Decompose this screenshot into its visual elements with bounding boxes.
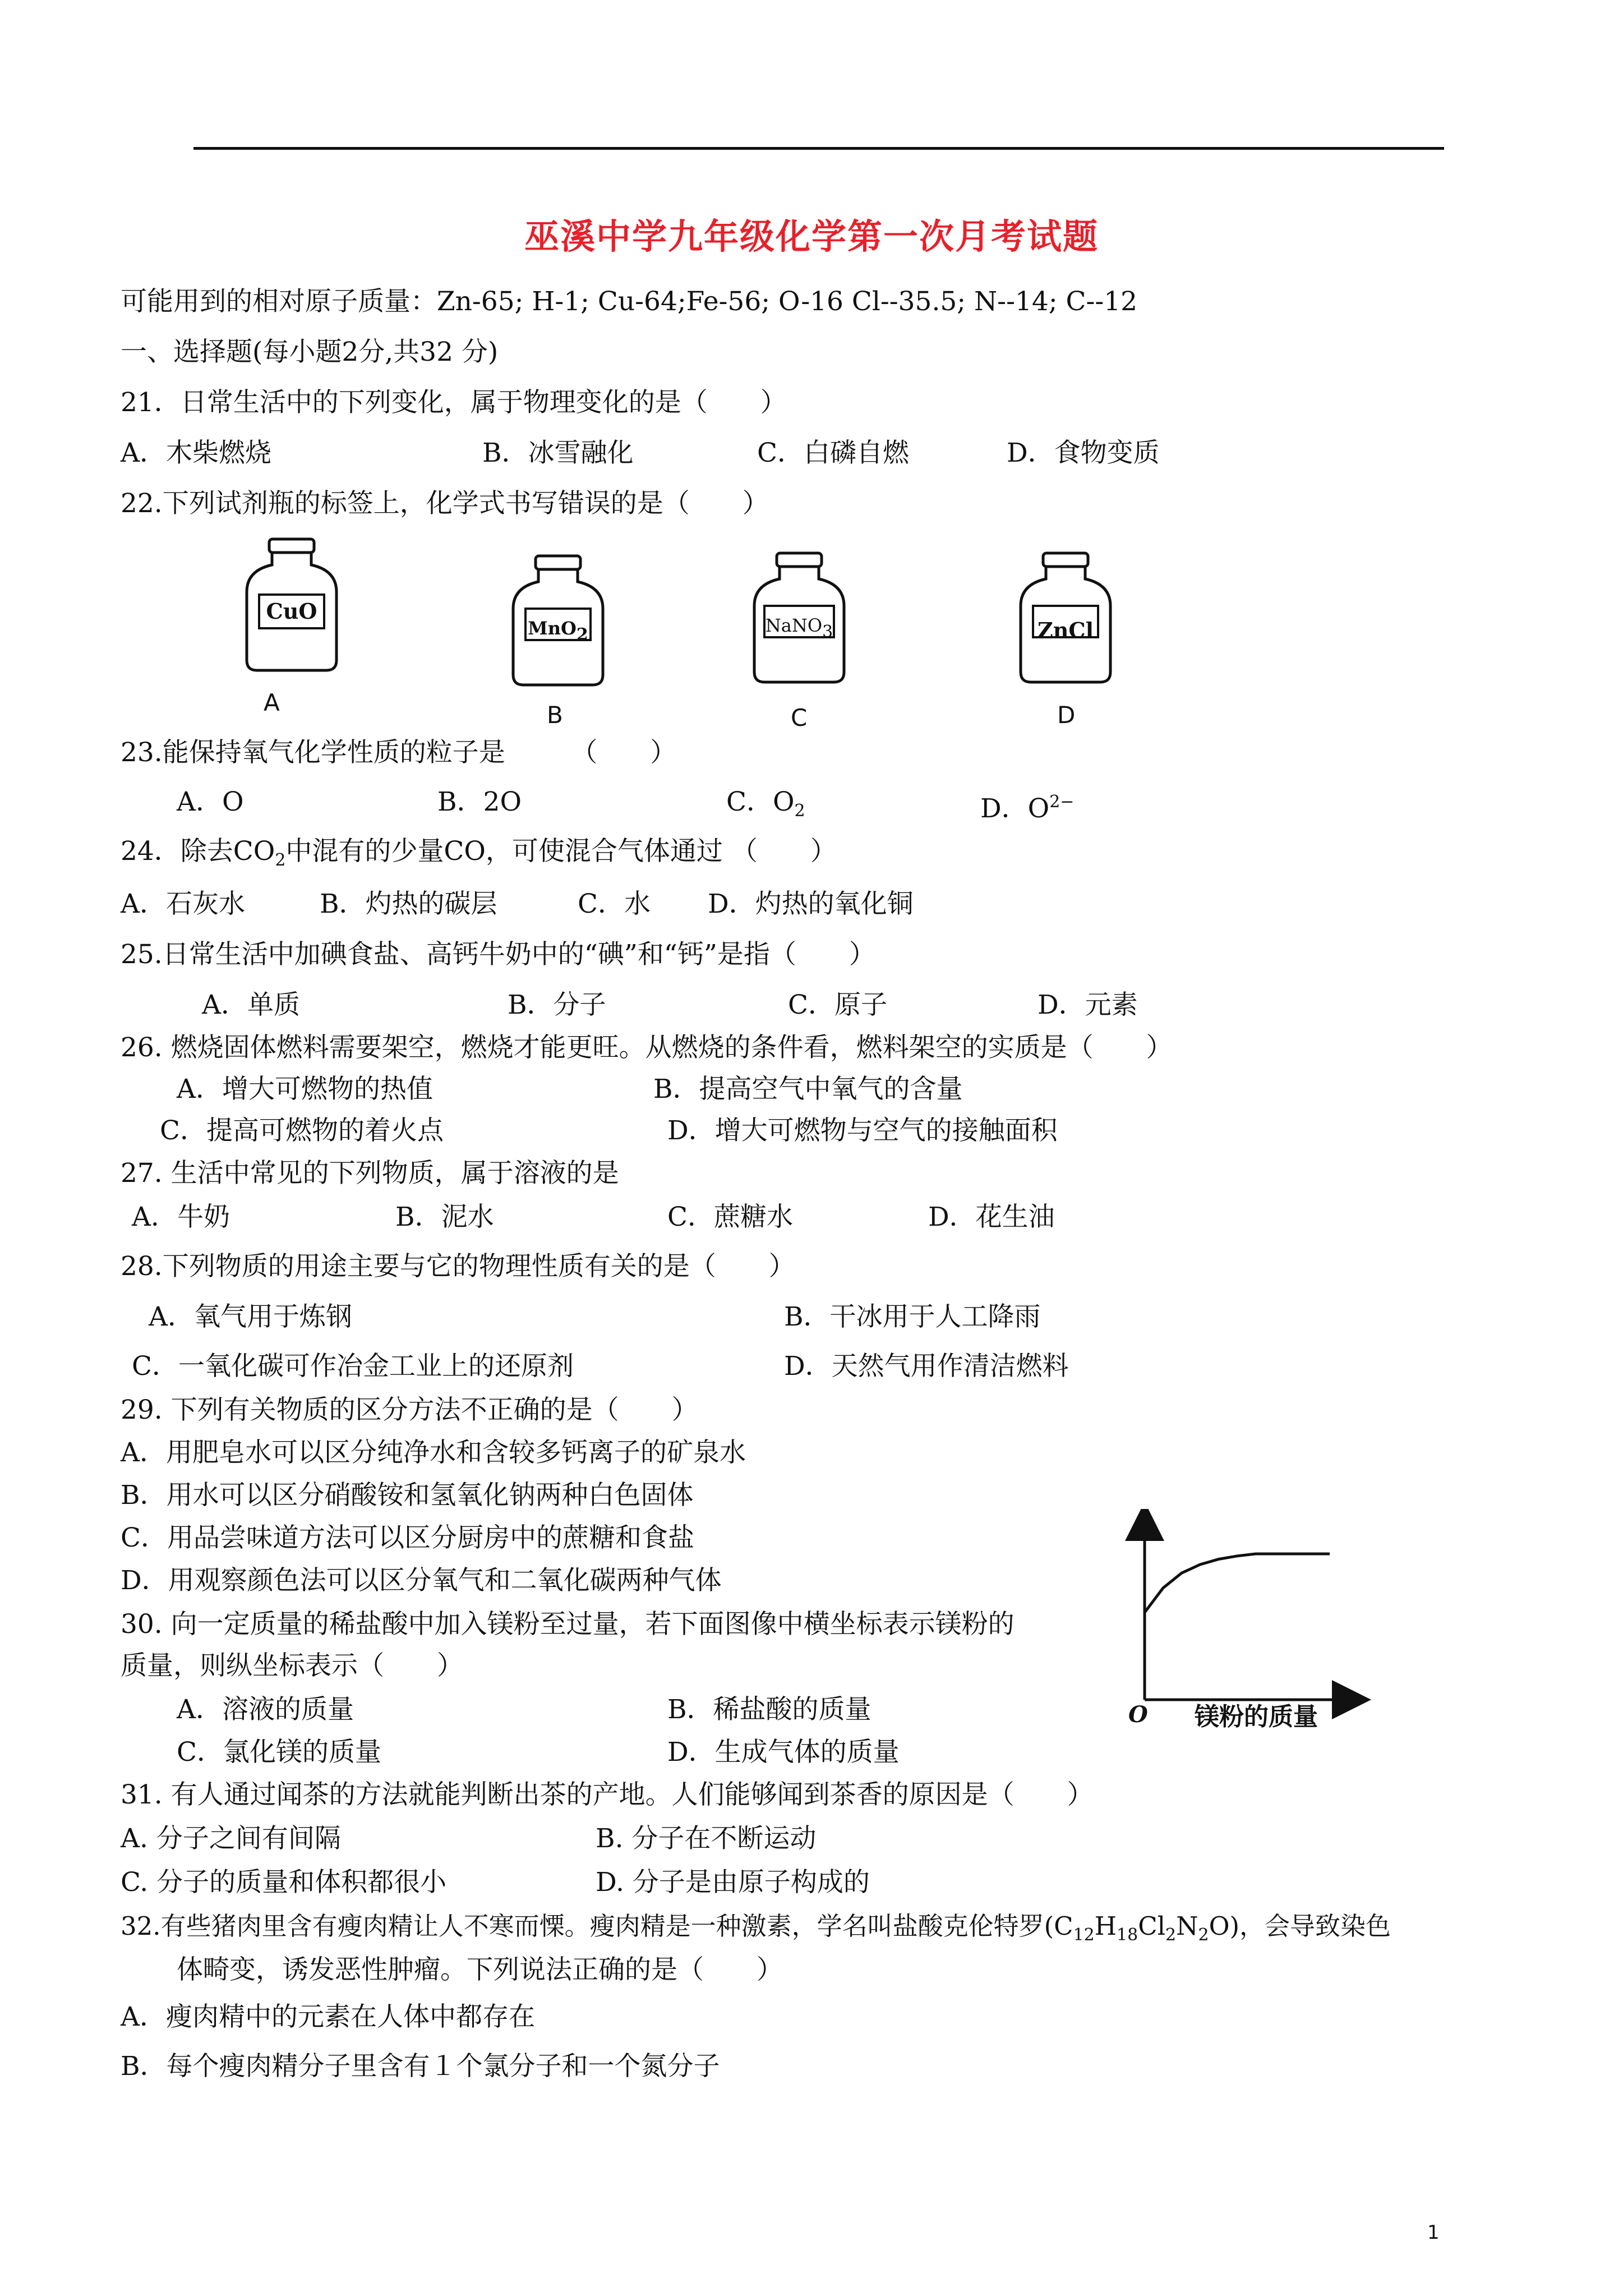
q28-option-a: A．氧气用于炼钢 [149, 1301, 352, 1332]
bottle-c-label [764, 609, 834, 649]
q21-stem: 21．日常生活中的下列变化，属于物理变化的是（ ） [121, 387, 787, 418]
q28-option-c: C．一氧化碳可作冶金工业上的还原剂 [132, 1351, 574, 1382]
data-series-line [1145, 1554, 1330, 1613]
q30-line-chart [1116, 1509, 1374, 1750]
q29-option-a: A．用肥皂水可以区分纯净水和含较多钙离子的矿泉水 [121, 1437, 746, 1468]
q24-option-d: D．灼热的氧化铜 [708, 889, 914, 919]
q32-option-b: B．每个瘦肉精分子里含有１个氯分子和一个氮分子 [121, 2051, 720, 2082]
q27-option-a: A．牛奶 [132, 1202, 230, 1232]
q30-option-b: B．稀盐酸的质量 [667, 1694, 872, 1725]
q24-option-c: C．水 [578, 889, 651, 919]
bottle-a-letter: A [264, 689, 280, 716]
q21-option-b: B．冰雪融化 [482, 438, 634, 468]
bottle-b-formula: MnO [528, 618, 577, 639]
q25-option-a: A．单质 [202, 990, 300, 1020]
q31-stem: 31. 有人通过闻茶的方法就能判断出茶的产地。人们能够闻到茶香的原因是（ ） [121, 1779, 1094, 1810]
q25-option-d: D．元素 [1038, 990, 1138, 1020]
q23-option-d-superscript: 2− [1049, 792, 1075, 812]
q32-sub-cl: 2 [1165, 1925, 1177, 1945]
q23-option-d-text: D．O [980, 793, 1050, 824]
page-title: 巫溪中学九年级化学第一次月考试题 [524, 216, 1099, 257]
q25-option-c: C．原子 [788, 990, 887, 1020]
q23-option-c [726, 785, 805, 828]
header-rule [193, 147, 1444, 150]
q30-stem-line1: 30. 向一定质量的稀盐酸中加入镁粉至过量，若下面图像中横坐标表示镁粉的 [121, 1609, 1015, 1640]
q26-option-a: A．增大可燃物的热值 [177, 1074, 433, 1105]
q29-option-d: D．用观察颜色法可以区分氧气和二氧化碳两种气体 [121, 1565, 722, 1596]
q23-option-c-text: C．O [726, 786, 795, 817]
q32-stem-line2: 体畸变，诱发恶性肿瘤。下列说法正确的是（ ） [177, 1954, 783, 1985]
q29-stem: 29. 下列有关物质的区分方法不正确的是（ ） [121, 1395, 698, 1425]
q30-stem-line2: 质量，则纵坐标表示（ ） [121, 1650, 463, 1681]
q27-stem: 27. 生活中常见的下列物质，属于溶液的是 [121, 1158, 619, 1189]
q28-stem: 28.下列物质的用途主要与它的物理性质有关的是（ ） [121, 1251, 795, 1282]
q24-stem-post: 中混有的少量CO，可使混合气体通过 （ ） [285, 836, 837, 867]
q31-option-b: B. 分子在不断运动 [596, 1823, 817, 1854]
section-heading: 一、选择题(每小题2分,共32 分) [121, 337, 499, 367]
bottle-c-formula: NaNO [765, 615, 823, 636]
q24-stem [121, 835, 837, 877]
q23-option-b: B．2O [437, 786, 522, 817]
bottle-b-label [525, 611, 591, 652]
bottle-b-subscript: 2 [576, 625, 588, 645]
q29-option-b: B．用水可以区分硝酸铵和氢氧化钠两种白色固体 [121, 1480, 694, 1511]
q26-option-b: B．提高空气中氧气的含量 [653, 1074, 963, 1105]
q27-option-d: D．花生油 [928, 1202, 1055, 1232]
q29-option-c: C．用品尝味道方法可以区分厨房中的蔗糖和食盐 [121, 1522, 694, 1553]
q23-option-c-subscript: 2 [794, 801, 805, 821]
q32-sub-h: 18 [1117, 1925, 1138, 1945]
bottle-d-label: ZnCl [1037, 618, 1094, 643]
q26-option-d: D．增大可燃物与空气的接触面积 [667, 1115, 1058, 1146]
q30-option-a: A．溶液的质量 [177, 1694, 354, 1725]
q21-option-a: A．木柴燃烧 [121, 438, 271, 468]
q32-option-a: A．瘦肉精中的元素在人体中都存在 [121, 2001, 535, 2032]
q32-h: H [1094, 1911, 1117, 1941]
q25-stem: 25.日常生活中加碘食盐、高钙牛奶中的“碘”和“钙”是指（ ） [121, 939, 875, 970]
q24-stem-subscript: 2 [275, 850, 286, 870]
bottle-c-letter: C [791, 704, 808, 731]
q30-option-d: D．生成气体的质量 [667, 1737, 900, 1768]
q31-option-c: C. 分子的质量和体积都很小 [121, 1867, 447, 1898]
q23-option-d [980, 785, 1074, 826]
page-number: 1 [1427, 2221, 1440, 2244]
q21-option-d: D．食物变质 [1007, 438, 1160, 468]
q32-stem-post: O)，会导致染色 [1209, 1911, 1391, 1941]
atomic-masses: 可能用到的相对原子质量：Zn-65; H-1; Cu-64;Fe-56; O-16 Cl--35.5; N--14; C--12 [121, 286, 1138, 317]
q27-option-b: B．泥水 [395, 1202, 494, 1232]
q27-option-c: C．蔗糖水 [667, 1202, 793, 1232]
q21-option-c: C．白磷自燃 [757, 438, 909, 468]
q24-stem-pre: 24．除去CO [121, 836, 275, 867]
q22-stem: 22.下列试剂瓶的标签上，化学式书写错误的是（ ） [121, 488, 769, 519]
x-axis-label: 镁粉的质量 [1195, 1703, 1318, 1731]
q24-option-a: A．石灰水 [121, 889, 245, 919]
bottle-a-label: CuO [266, 599, 317, 624]
q32-cl: Cl [1138, 1911, 1166, 1941]
bottle-d-letter: D [1057, 701, 1076, 729]
q26-stem: 26. 燃烧固体燃料需要架空，燃烧才能更旺。从燃烧的条件看，燃料架空的实质是（ ） [121, 1032, 1173, 1063]
q31-option-d: D. 分子是由原子构成的 [596, 1867, 870, 1898]
q28-option-d: D．天然气用作清洁燃料 [784, 1351, 1069, 1382]
q32-sub-c: 12 [1073, 1925, 1095, 1945]
q24-option-b: B．灼热的碳层 [320, 889, 497, 919]
q31-option-a: A. 分子之间有间隔 [121, 1823, 341, 1854]
q32-stem-line1 [121, 1910, 1391, 1952]
q25-option-b: B．分子 [508, 990, 606, 1020]
q32-sub-n: 2 [1198, 1925, 1209, 1945]
q23-stem: 23.能保持氧气化学性质的粒子是 （ ） [121, 737, 677, 768]
q32-n: N [1176, 1911, 1198, 1941]
q28-option-b: B．干冰用于人工降雨 [784, 1301, 1041, 1332]
bottle-b-letter: B [547, 701, 563, 729]
q26-option-c: C．提高可燃物的着火点 [160, 1115, 444, 1146]
q23-option-a: A．O [177, 786, 244, 817]
q30-option-c: C．氯化镁的质量 [177, 1737, 381, 1768]
origin-label: O [1128, 1701, 1148, 1728]
bottle-c-subscript: 3 [822, 622, 833, 642]
q32-stem-pre: 32.有些猪肉里含有瘦肉精让人不寒而慄。瘦肉精是一种激素，学名叫盐酸克伦特罗(C [121, 1911, 1073, 1941]
